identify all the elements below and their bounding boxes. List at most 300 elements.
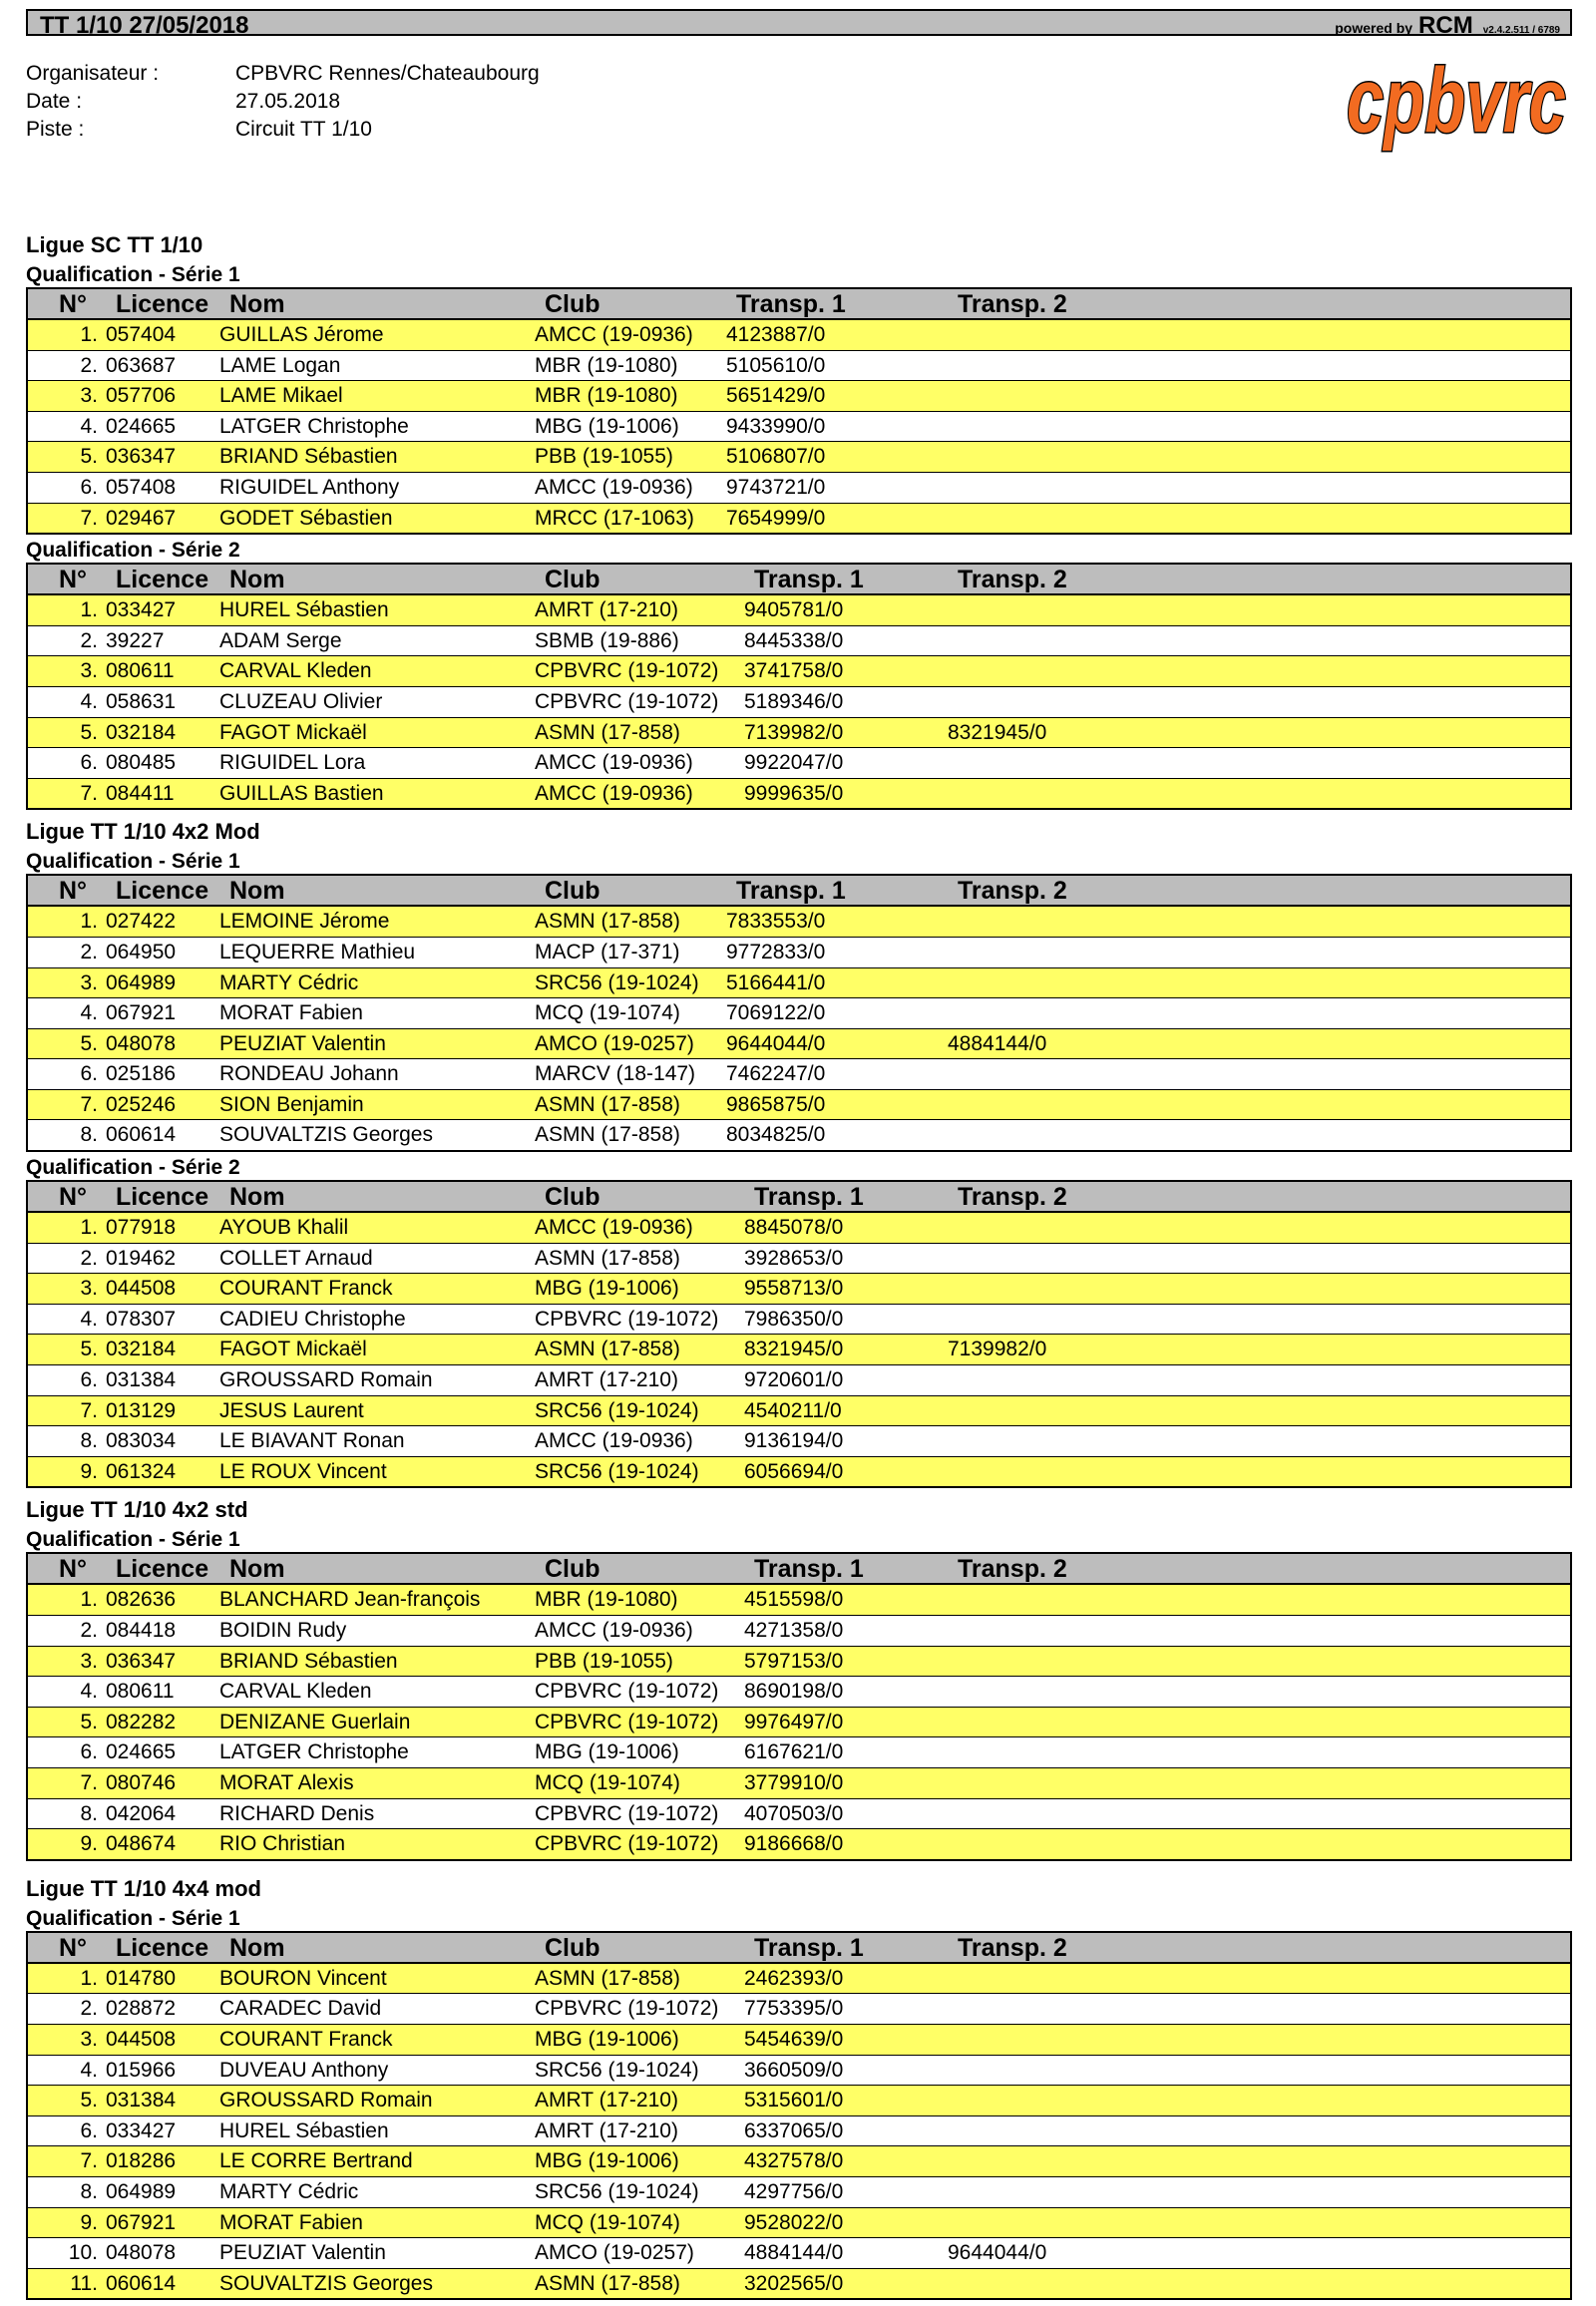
cell-name: CARVAL Kleden <box>219 659 372 683</box>
cell-transp1: 5797153/0 <box>744 1649 844 1673</box>
cell-transp2 <box>948 1396 1167 1426</box>
series-title: Qualification - Série 1 <box>26 263 240 286</box>
cell-club: MARCV (18-147) <box>535 1062 696 1086</box>
cell-transp1: 5105610/0 <box>726 353 826 377</box>
cell-transp2 <box>948 1426 1167 1456</box>
cell-rank: 3. <box>80 1277 98 1301</box>
cell-transp1: 7986350/0 <box>744 1307 844 1331</box>
header-t1: Transp. 1 <box>754 1933 864 1962</box>
cell-transp2 <box>948 1677 1167 1707</box>
cell-rank: 7. <box>80 781 98 805</box>
table-row <box>28 1273 1570 1304</box>
cell-club: MBG (19-1006) <box>535 1740 679 1764</box>
cell-club: AMCC (19-0936) <box>535 323 693 346</box>
table-row <box>28 1736 1570 1767</box>
table-row <box>28 1334 1570 1364</box>
cell-transp1: 5189346/0 <box>744 689 844 713</box>
cell-licence: 027422 <box>106 910 177 934</box>
cell-name: LAME Mikael <box>219 384 343 408</box>
cell-name: MORAT Fabien <box>219 2210 363 2234</box>
cell-transp2 <box>948 1768 1167 1798</box>
cell-transp2 <box>948 1244 1167 1274</box>
header-club: Club <box>545 1555 600 1584</box>
cell-licence: 067921 <box>106 1001 177 1025</box>
rcm-brand: RCM <box>1418 12 1473 39</box>
cell-transp2 <box>948 320 1167 350</box>
cell-rank: 3. <box>80 1649 98 1673</box>
cell-transp2 <box>948 381 1167 411</box>
cell-licence: 057706 <box>106 384 177 408</box>
cell-name: MORAT Alexis <box>219 1770 354 1794</box>
header-licence: Licence <box>116 1933 209 1962</box>
cell-transp1: 4070503/0 <box>744 1801 844 1825</box>
cell-club: ASMN (17-858) <box>535 1092 680 1116</box>
cell-club: AMCO (19-0257) <box>535 1031 694 1055</box>
cell-rank: 4. <box>80 689 98 713</box>
cell-rank: 6. <box>80 1368 98 1392</box>
cell-name: RICHARD Denis <box>219 1801 375 1825</box>
table-row <box>28 2145 1570 2176</box>
cell-licence: 063687 <box>106 353 177 377</box>
cell-club: MRCC (17-1063) <box>535 506 694 530</box>
cell-club: SRC56 (19-1024) <box>535 1459 699 1483</box>
cell-transp2 <box>948 1616 1167 1646</box>
cell-rank: 7. <box>80 1770 98 1794</box>
cell-licence: 018286 <box>106 2149 177 2173</box>
cell-transp2 <box>948 2269 1167 2299</box>
cell-rank: 5. <box>80 2089 98 2113</box>
piste-label: Piste : <box>26 118 85 141</box>
table-row <box>28 411 1570 442</box>
cell-transp1: 9528022/0 <box>744 2210 844 2234</box>
cell-transp2 <box>948 2208 1167 2238</box>
cell-rank: 7. <box>80 2149 98 2173</box>
cell-club: PBB (19-1055) <box>535 445 673 469</box>
date-label: Date : <box>26 90 83 113</box>
cell-transp2 <box>948 1274 1167 1304</box>
table-row <box>28 1615 1570 1646</box>
table-row <box>28 1646 1570 1677</box>
cell-transp1: 5315601/0 <box>744 2089 844 2113</box>
cell-licence: 064950 <box>106 940 177 963</box>
cell-licence: 042064 <box>106 1801 177 1825</box>
cell-club: ASMN (17-858) <box>535 1966 680 1990</box>
cell-licence: 048078 <box>106 2241 177 2265</box>
table-row <box>28 1964 1570 1994</box>
cell-rank: 6. <box>80 1740 98 1764</box>
cell-licence: 048078 <box>106 1031 177 1055</box>
cell-club: PBB (19-1055) <box>535 1649 673 1673</box>
cell-rank: 8. <box>80 1801 98 1825</box>
cell-transp1: 4540211/0 <box>744 1398 842 1422</box>
cell-licence: 084418 <box>106 1619 177 1642</box>
cell-club: MACP (17-371) <box>535 940 680 963</box>
results-table <box>26 1552 1572 1860</box>
cell-transp2 <box>948 351 1167 381</box>
cell-transp2 <box>948 1585 1167 1615</box>
cell-rank: 1. <box>80 1966 98 1990</box>
event-info <box>26 60 540 144</box>
cell-transp2 <box>948 412 1167 442</box>
cell-club: MBG (19-1006) <box>535 414 679 438</box>
table-row <box>28 350 1570 381</box>
cell-name: AYOUB Khalil <box>219 1216 349 1240</box>
header-licence: Licence <box>116 877 209 906</box>
table-header <box>28 1554 1570 1585</box>
header-t1: Transp. 1 <box>754 566 864 594</box>
cell-name: CLUZEAU Olivier <box>219 689 383 713</box>
cell-name: GODET Sébastien <box>219 506 393 530</box>
cell-name: LATGER Christophe <box>219 1740 409 1764</box>
cell-transp1: 7833553/0 <box>726 910 826 934</box>
cell-rank: 3. <box>80 659 98 683</box>
cell-licence: 077918 <box>106 1216 177 1240</box>
cell-transp2: 8321945/0 <box>948 720 1047 744</box>
series-title: Qualification - Série 1 <box>26 850 240 874</box>
cell-licence: 019462 <box>106 1246 177 1270</box>
cell-transp2 <box>948 938 1167 967</box>
powered-by <box>1335 12 1560 40</box>
cell-name: DUVEAU Anthony <box>219 2058 389 2082</box>
cell-transp1: 4884144/0 <box>744 2241 844 2265</box>
cell-rank: 3. <box>80 384 98 408</box>
header-licence: Licence <box>116 1183 209 1212</box>
cell-transp2 <box>948 1090 1167 1120</box>
cell-name: COURANT Franck <box>219 2027 393 2051</box>
cell-rank: 7. <box>80 1398 98 1422</box>
cell-transp2 <box>948 1994 1167 2024</box>
header-club: Club <box>545 566 600 594</box>
cell-name: BRIAND Sébastien <box>219 445 398 469</box>
cell-licence: 078307 <box>106 1307 177 1331</box>
header-n: N° <box>58 290 88 318</box>
cell-rank: 1. <box>80 598 98 622</box>
table-row <box>28 1828 1570 1859</box>
cell-name: LEQUERRE Mathieu <box>219 940 416 963</box>
cell-transp1: 9558713/0 <box>744 1277 844 1301</box>
cell-club: ASMN (17-858) <box>535 720 680 744</box>
cell-name: BOIDIN Rudy <box>219 1619 347 1642</box>
cell-club: CPBVRC (19-1072) <box>535 1710 719 1733</box>
cell-club: CPBVRC (19-1072) <box>535 689 719 713</box>
cell-licence: 044508 <box>106 2027 177 2051</box>
piste-row <box>26 116 540 144</box>
cell-transp1: 7753395/0 <box>744 1997 844 2021</box>
header-t2: Transp. 2 <box>958 1183 1067 1212</box>
cell-rank: 2. <box>80 353 98 377</box>
table-row <box>28 1993 1570 2024</box>
cell-transp1: 4271358/0 <box>744 1619 844 1642</box>
header-t2: Transp. 2 <box>958 1933 1067 1962</box>
table-row <box>28 747 1570 778</box>
cell-licence: 082282 <box>106 1710 177 1733</box>
cell-licence: 028872 <box>106 1997 177 2021</box>
cell-transp2 <box>948 968 1167 998</box>
organisateur-value: CPBVRC Rennes/Chateaubourg <box>235 62 540 85</box>
results-table <box>26 563 1572 810</box>
cell-transp1: 9720601/0 <box>744 1368 844 1392</box>
cell-transp2 <box>948 687 1167 717</box>
cell-name: DENIZANE Guerlain <box>219 1710 411 1733</box>
cell-transp1: 9186668/0 <box>744 1832 844 1856</box>
cell-transp2 <box>948 907 1167 937</box>
cell-rank: 7. <box>80 506 98 530</box>
cell-licence: 032184 <box>106 1338 177 1361</box>
cell-name: SOUVALTZIS Georges <box>219 1123 433 1147</box>
cell-licence: 064989 <box>106 2179 177 2203</box>
cell-transp2 <box>948 2056 1167 2086</box>
cell-name: GROUSSARD Romain <box>219 2089 433 2113</box>
cell-name: FAGOT Mickaël <box>219 1338 367 1361</box>
cell-rank: 4. <box>80 1001 98 1025</box>
header-t1: Transp. 1 <box>754 1555 864 1584</box>
cell-licence: 014780 <box>106 1966 177 1990</box>
cell-rank: 5. <box>80 1338 98 1361</box>
league-title: Ligue TT 1/10 4x2 Mod <box>26 819 260 845</box>
cell-rank: 3. <box>80 970 98 994</box>
cell-club: AMCC (19-0936) <box>535 475 693 499</box>
cell-transp1: 5454639/0 <box>744 2027 844 2051</box>
cell-transp2 <box>948 626 1167 656</box>
cell-transp2 <box>948 656 1167 686</box>
table-row <box>28 380 1570 411</box>
cell-club: MBG (19-1006) <box>535 2149 679 2173</box>
cell-licence: 036347 <box>106 1649 177 1673</box>
cell-rank: 1. <box>80 1588 98 1612</box>
table-row <box>28 2237 1570 2268</box>
cell-club: AMCC (19-0936) <box>535 751 693 775</box>
results-table <box>26 1180 1572 1488</box>
cell-transp2 <box>948 1365 1167 1395</box>
cell-transp2: 7139982/0 <box>948 1338 1047 1361</box>
table-row <box>28 441 1570 472</box>
table-row <box>28 1425 1570 1456</box>
cell-transp1: 9136194/0 <box>744 1429 844 1453</box>
cell-transp2 <box>948 779 1167 809</box>
cell-club: MCQ (19-1074) <box>535 2210 680 2234</box>
league-title: Ligue TT 1/10 4x4 mod <box>26 1875 261 1901</box>
table-row <box>28 2176 1570 2207</box>
cell-transp2 <box>948 748 1167 778</box>
cell-club: CPBVRC (19-1072) <box>535 1680 719 1704</box>
cell-club: MBR (19-1080) <box>535 1588 678 1612</box>
cell-name: GUILLAS Jérome <box>219 323 384 346</box>
cell-transp2 <box>948 2025 1167 2055</box>
cell-licence: 025246 <box>106 1092 177 1116</box>
cell-name: SION Benjamin <box>219 1092 364 1116</box>
cell-club: SBMB (19-886) <box>535 628 679 652</box>
header-licence: Licence <box>116 1555 209 1584</box>
cell-name: LAME Logan <box>219 353 341 377</box>
cell-transp1: 6167621/0 <box>744 1740 844 1764</box>
cell-name: RIGUIDEL Lora <box>219 751 366 775</box>
cell-rank: 3. <box>80 2027 98 2051</box>
cell-name: FAGOT Mickaël <box>219 720 367 744</box>
cell-rank: 2. <box>80 940 98 963</box>
cell-name: MARTY Cédric <box>219 970 359 994</box>
cell-transp1: 4515598/0 <box>744 1588 844 1612</box>
table-row <box>28 1213 1570 1243</box>
cell-club: CPBVRC (19-1072) <box>535 1801 719 1825</box>
header-n: N° <box>58 1933 88 1962</box>
header-t2: Transp. 2 <box>958 877 1067 906</box>
cell-club: AMRT (17-210) <box>535 2089 678 2113</box>
cell-rank: 2. <box>80 1997 98 2021</box>
cell-licence: 031384 <box>106 1368 177 1392</box>
table-row <box>28 2207 1570 2238</box>
league-title: Ligue SC TT 1/10 <box>26 232 203 257</box>
cell-rank: 4. <box>80 1307 98 1331</box>
table-row <box>28 1798 1570 1829</box>
table-header <box>28 289 1570 320</box>
cell-club: SRC56 (19-1024) <box>535 970 699 994</box>
cell-club: SRC56 (19-1024) <box>535 2058 699 2082</box>
results-table <box>26 874 1572 1152</box>
cell-club: AMRT (17-210) <box>535 2118 678 2142</box>
cell-club: MBR (19-1080) <box>535 353 678 377</box>
table-row <box>28 1028 1570 1059</box>
cell-transp2 <box>948 2177 1167 2207</box>
cell-licence: 025186 <box>106 1062 177 1086</box>
cell-rank: 4. <box>80 414 98 438</box>
table-row <box>28 1676 1570 1707</box>
cell-transp2 <box>948 1213 1167 1243</box>
series-title: Qualification - Série 2 <box>26 539 240 563</box>
cpbvrc-logo <box>1342 60 1571 170</box>
cell-club: CPBVRC (19-1072) <box>535 1997 719 2021</box>
cell-transp1: 4327578/0 <box>744 2149 844 2173</box>
cell-transp1: 7139982/0 <box>744 720 844 744</box>
cell-name: PEUZIAT Valentin <box>219 2241 386 2265</box>
cell-name: COLLET Arnaud <box>219 1246 373 1270</box>
cell-club: SRC56 (19-1024) <box>535 2179 699 2203</box>
cell-transp1: 3741758/0 <box>744 659 844 683</box>
cpbvrc-logo-text: cpbvrc <box>1347 60 1566 152</box>
table-row <box>28 1707 1570 1737</box>
cell-name: BLANCHARD Jean-françois <box>219 1588 481 1612</box>
cell-club: ASMN (17-858) <box>535 1123 680 1147</box>
cell-name: COURANT Franck <box>219 1277 393 1301</box>
cell-club: AMRT (17-210) <box>535 1368 678 1392</box>
table-row <box>28 1304 1570 1335</box>
cell-licence: 024665 <box>106 414 177 438</box>
cell-rank: 5. <box>80 445 98 469</box>
cell-licence: 044508 <box>106 1277 177 1301</box>
cell-transp1: 9772833/0 <box>726 940 826 963</box>
cell-club: AMCC (19-0936) <box>535 781 693 805</box>
cell-rank: 6. <box>80 1062 98 1086</box>
cell-club: ASMN (17-858) <box>535 1338 680 1361</box>
cell-licence: 048674 <box>106 1832 177 1856</box>
cell-transp2: 4884144/0 <box>948 1031 1047 1055</box>
cell-licence: 064989 <box>106 970 177 994</box>
cell-name: LEMOINE Jérome <box>219 910 390 934</box>
cell-name: CARVAL Kleden <box>219 1680 372 1704</box>
cell-name: MARTY Cédric <box>219 2179 359 2203</box>
cell-name: JESUS Laurent <box>219 1398 364 1422</box>
cell-transp2 <box>948 1457 1167 1487</box>
table-row <box>28 997 1570 1028</box>
cell-rank: 4. <box>80 2058 98 2082</box>
cell-rank: 2. <box>80 628 98 652</box>
table-row <box>28 595 1570 625</box>
cell-transp1: 4297756/0 <box>744 2179 844 2203</box>
cell-transp1: 7654999/0 <box>726 506 826 530</box>
cell-transp2 <box>948 2086 1167 2115</box>
header-licence: Licence <box>116 566 209 594</box>
cell-transp1: 8445338/0 <box>744 628 844 652</box>
cell-licence: 031384 <box>106 2089 177 2113</box>
header-nom: Nom <box>229 877 285 906</box>
cell-transp2 <box>948 2146 1167 2176</box>
table-header <box>28 1933 1570 1964</box>
league-title: Ligue TT 1/10 4x2 std <box>26 1497 248 1523</box>
cell-name: HUREL Sébastien <box>219 598 389 622</box>
cell-licence: 013129 <box>106 1398 177 1422</box>
cell-name: LE BIAVANT Ronan <box>219 1429 405 1453</box>
cell-transp1: 9644044/0 <box>726 1031 826 1055</box>
table-header <box>28 1182 1570 1213</box>
cell-club: AMCC (19-0936) <box>535 1429 693 1453</box>
table-row <box>28 778 1570 809</box>
cell-licence: 080611 <box>106 1680 175 1704</box>
date-value: 27.05.2018 <box>235 90 341 113</box>
cell-rank: 5. <box>80 1710 98 1733</box>
cell-transp2 <box>948 1737 1167 1767</box>
cpbvrc-logo-graphic <box>1342 60 1571 165</box>
cell-rank: 6. <box>80 2118 98 2142</box>
cell-club: CPBVRC (19-1072) <box>535 1832 719 1856</box>
table-row <box>28 625 1570 656</box>
table-row <box>28 717 1570 748</box>
cell-licence: 061324 <box>106 1459 177 1483</box>
cell-licence: 067921 <box>106 2210 177 2234</box>
cell-licence: 058631 <box>106 689 177 713</box>
cell-name: GROUSSARD Romain <box>219 1368 433 1392</box>
cell-transp1: 4123887/0 <box>726 323 826 346</box>
cell-licence: 033427 <box>106 2118 177 2142</box>
cell-name: RIO Christian <box>219 1832 346 1856</box>
cell-club: MCQ (19-1074) <box>535 1001 680 1025</box>
header-nom: Nom <box>229 1183 285 1212</box>
cell-transp1: 5106807/0 <box>726 445 826 469</box>
cell-transp1: 5651429/0 <box>726 384 826 408</box>
cell-transp1: 6056694/0 <box>744 1459 844 1483</box>
header-t1: Transp. 1 <box>754 1183 864 1212</box>
cell-transp1: 8321945/0 <box>744 1338 844 1361</box>
table-row <box>28 1058 1570 1089</box>
cell-transp2 <box>948 1964 1167 1994</box>
header-t2: Transp. 2 <box>958 290 1067 318</box>
cell-transp1: 2462393/0 <box>744 1966 844 1990</box>
cell-transp1: 9999635/0 <box>744 781 844 805</box>
cell-transp2 <box>948 1059 1167 1089</box>
table-row <box>28 907 1570 937</box>
cell-name: CADIEU Christophe <box>219 1307 406 1331</box>
header-club: Club <box>545 1933 600 1962</box>
cell-rank: 4. <box>80 1680 98 1704</box>
cell-name: PEUZIAT Valentin <box>219 1031 386 1055</box>
table-row <box>28 1395 1570 1426</box>
cell-transp1: 9433990/0 <box>726 414 826 438</box>
header-n: N° <box>58 1183 88 1212</box>
organisateur-row <box>26 60 540 88</box>
header-t2: Transp. 2 <box>958 566 1067 594</box>
cell-transp2 <box>948 595 1167 625</box>
cell-transp1: 3202565/0 <box>744 2271 844 2295</box>
cell-name: RONDEAU Johann <box>219 1062 399 1086</box>
cell-rank: 10. <box>68 2241 98 2265</box>
